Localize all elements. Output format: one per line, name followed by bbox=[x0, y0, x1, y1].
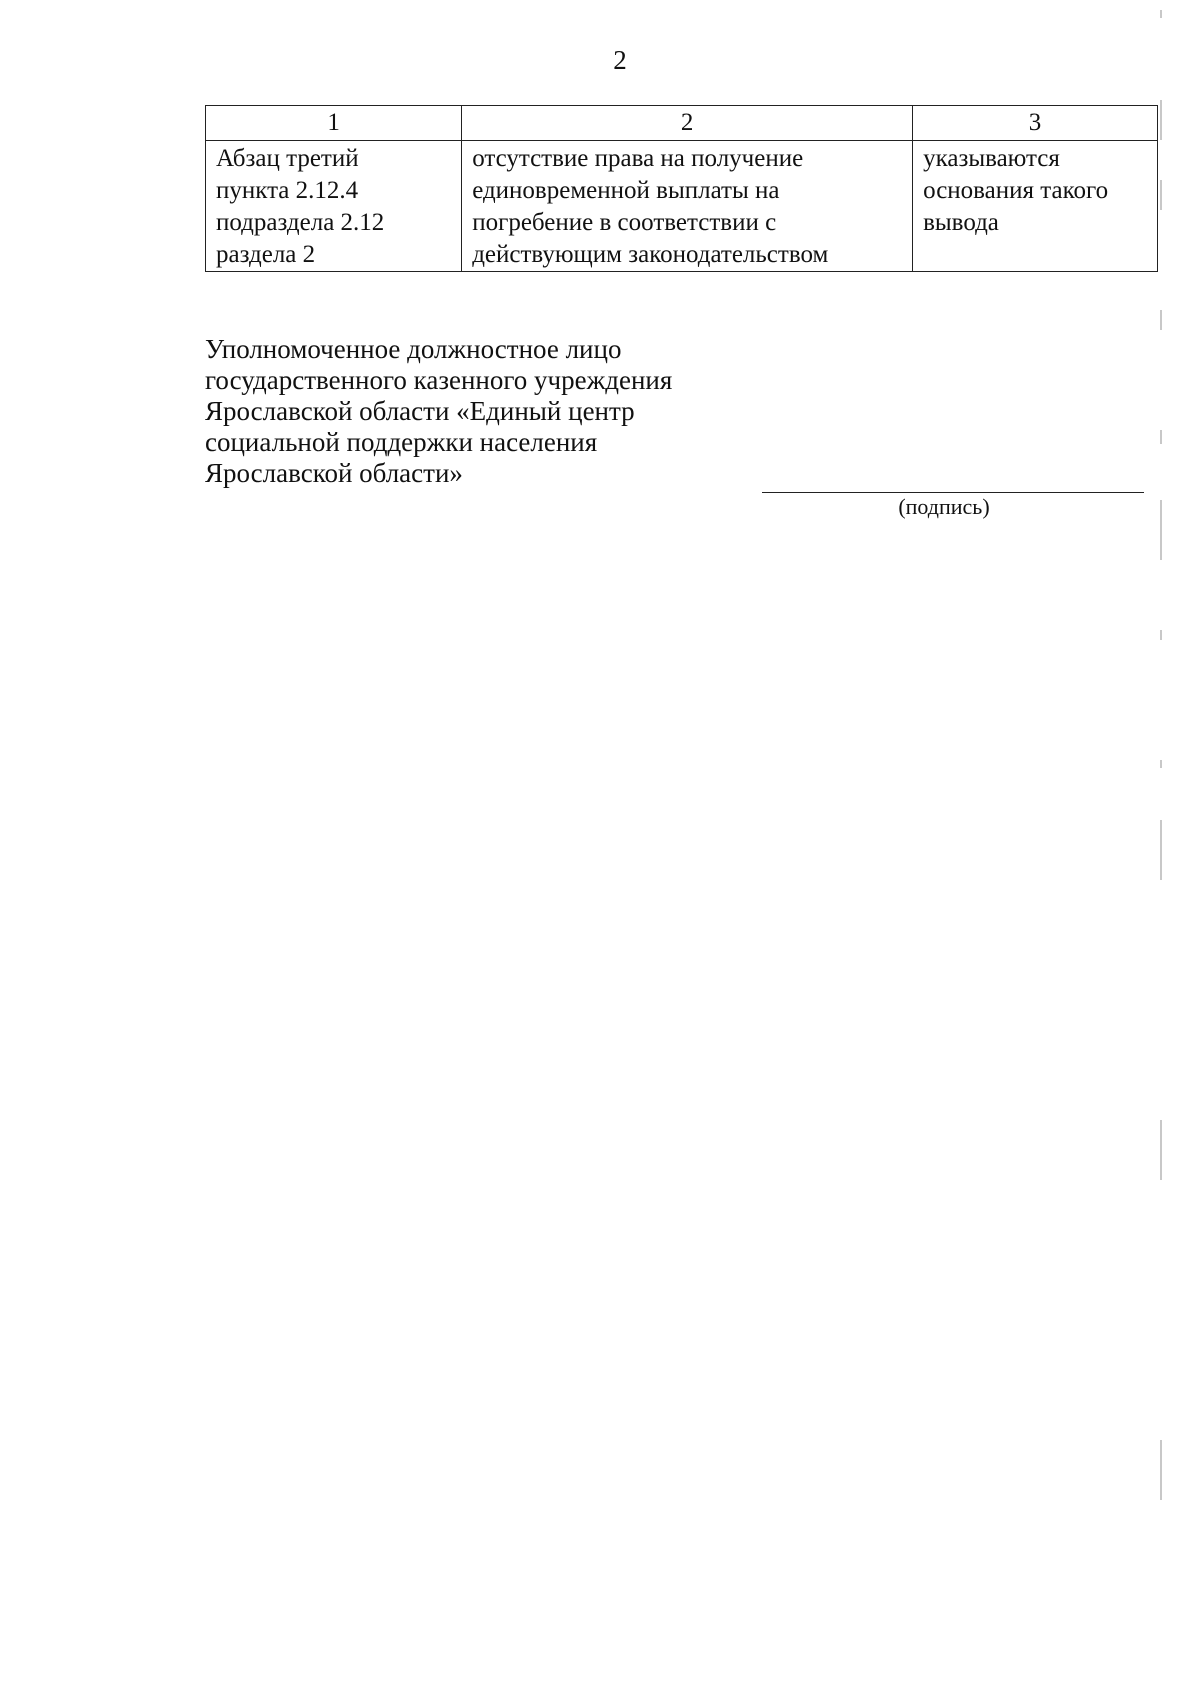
cell-text-line: вывода bbox=[923, 209, 999, 236]
cell-text-line: действующим законодательством bbox=[472, 241, 829, 268]
scan-edge-mark bbox=[1160, 820, 1162, 880]
signatory-title-line: Ярославской области «Единый центр bbox=[205, 396, 635, 426]
signatory-title-line: Уполномоченное должностное лицо bbox=[205, 334, 622, 364]
scan-edge-mark bbox=[1160, 760, 1162, 768]
scan-edge-mark bbox=[1160, 630, 1162, 640]
table-row bbox=[206, 141, 1158, 272]
cell-text-line: погребение в соответствии с bbox=[472, 209, 777, 236]
scan-edge-mark bbox=[1160, 10, 1162, 18]
cell-text-line: единовременной выплаты на bbox=[472, 177, 780, 204]
column-header-1: 1 bbox=[206, 106, 462, 141]
scan-edge-mark bbox=[1160, 310, 1162, 330]
column-header-2: 2 bbox=[462, 106, 913, 141]
cell-text-line: указываются bbox=[923, 145, 1060, 172]
scan-edge-mark bbox=[1160, 1440, 1162, 1500]
cell-legal-reference bbox=[206, 141, 462, 272]
signatory-title-line: государственного казенного учреждения bbox=[205, 365, 673, 395]
signatory-block bbox=[205, 334, 672, 489]
column-header-3: 3 bbox=[913, 106, 1158, 141]
scan-edge-mark bbox=[1160, 180, 1162, 210]
scan-edge-mark bbox=[1160, 1120, 1162, 1180]
cell-ground-description bbox=[462, 141, 913, 272]
signatory-title-line: Ярославской области» bbox=[205, 458, 463, 488]
table-header-row bbox=[206, 106, 1158, 141]
cell-explanation bbox=[913, 141, 1158, 272]
cell-text-line: основания такого bbox=[923, 177, 1109, 204]
cell-text-line: пункта 2.12.4 bbox=[216, 177, 359, 204]
signatory-title-line: социальной поддержки населения bbox=[205, 427, 598, 457]
scan-edge-mark bbox=[1160, 500, 1162, 560]
signature-caption: (подпись) bbox=[898, 494, 990, 519]
grounds-table bbox=[205, 105, 1158, 272]
cell-text-line: раздела 2 bbox=[216, 241, 316, 268]
scan-edge-mark bbox=[1160, 430, 1162, 444]
cell-text-line: Абзац третий bbox=[216, 145, 359, 172]
cell-text-line: подраздела 2.12 bbox=[216, 209, 385, 236]
scan-edge-mark bbox=[1160, 100, 1162, 140]
cell-text-line: отсутствие права на получение bbox=[472, 145, 804, 172]
page-number: 2 bbox=[613, 45, 627, 75]
